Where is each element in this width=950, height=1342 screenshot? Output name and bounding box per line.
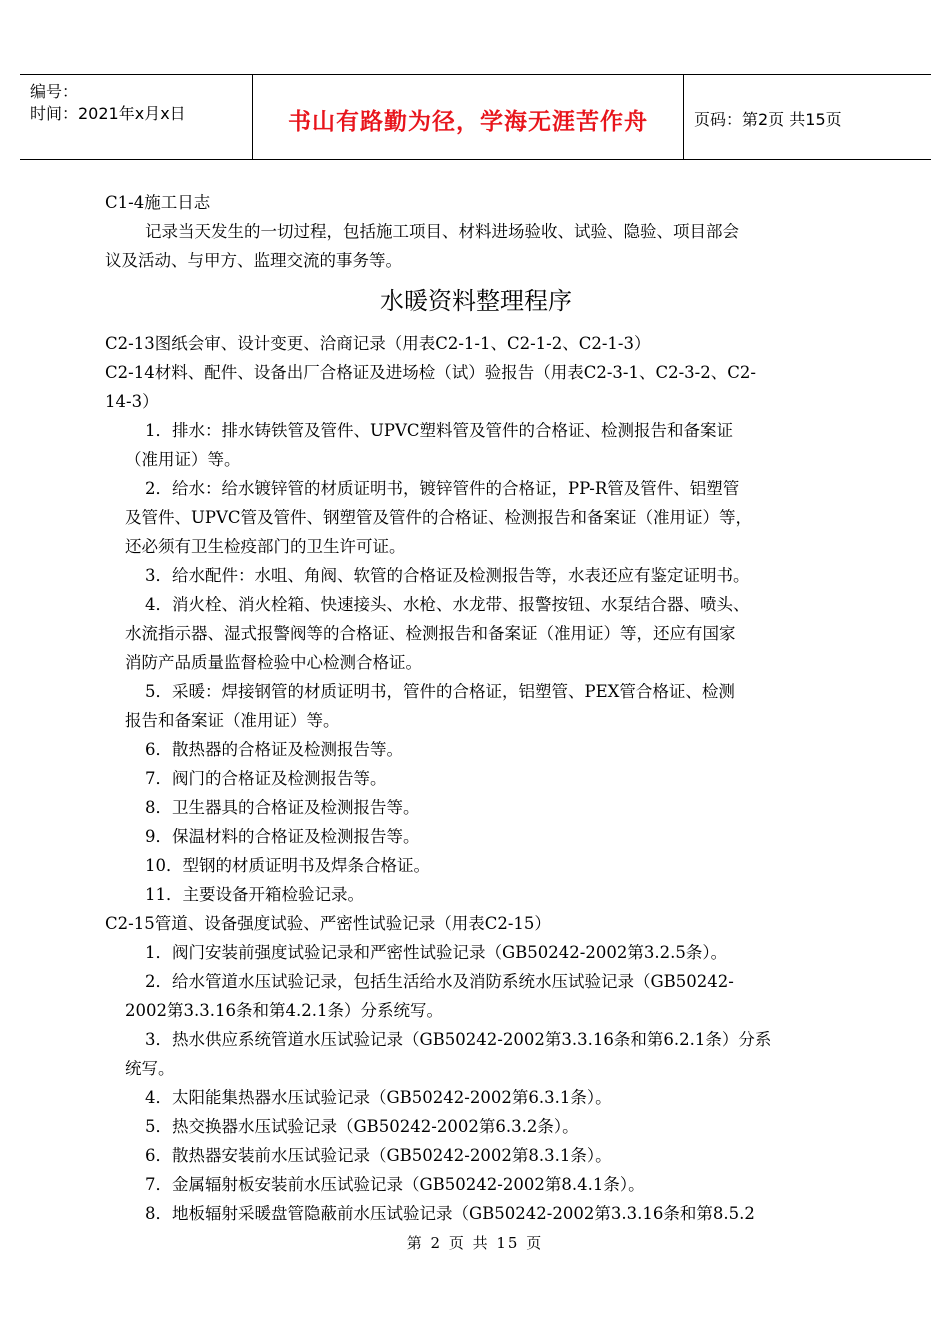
paragraph-line: 记录当天发生的一切过程，包括施工项目、材料进场验收、试验、隐验、项目部会 [145, 222, 739, 241]
paragraph-line: 水流指示器、湿式报警阀等的合格证、检测报告和备案证（准用证）等，还应有国家 [125, 624, 736, 643]
list-item: 11．主要设备开箱检验记录。 [145, 885, 364, 904]
paragraph-line: 议及活动、与甲方、监理交流的事务等。 [105, 251, 402, 270]
list-item: 2．给水：给水镀锌管的材质证明书，镀锌管件的合格证，PP-R管及管件、铝塑管 [145, 479, 740, 498]
paragraph-line: 还必须有卫生检疫部门的卫生许可证。 [125, 537, 406, 556]
document-title: 水暖资料整理程序 [380, 287, 572, 315]
header-divider [683, 75, 684, 159]
list-item: 8．卫生器具的合格证及检测报告等。 [145, 798, 420, 817]
list-item: 3．热水供应系统管道水压试验记录（GB50242-2002第3.3.16条和第6.2.1条）分系 [145, 1030, 772, 1049]
list-item: 6．散热器安装前水压试验记录（GB50242-2002第8.3.1条）。 [145, 1146, 612, 1165]
list-item: 9．保温材料的合格证及检测报告等。 [145, 827, 420, 846]
list-item: 2．给水管道水压试验记录，包括生活给水及消防系统水压试验记录（GB50242- [145, 972, 734, 991]
page-footer: 第 2 页 共 15 页 [406, 1234, 544, 1252]
section-heading: C2-15管道、设备强度试验、严密性试验记录（用表C2-15） [105, 914, 551, 933]
list-item: 3．给水配件：水咀、角阀、软管的合格证及检测报告等，水表还应有鉴定证明书。 [145, 566, 750, 585]
list-item: 4．消火栓、消火栓箱、快速接头、水枪、水龙带、报警按钮、水泵结合器、喷头、 [145, 595, 750, 614]
header-motto: 书山有路勤为径，学海无涯苦作舟 [288, 109, 648, 135]
list-item: 8．地板辐射采暖盘管隐蔽前水压试验记录（GB50242-2002第3.3.16条和第8.5.2 [145, 1204, 755, 1223]
time-label: 时间：2021年x月x日 [30, 104, 186, 123]
list-item: 7．金属辐射板安装前水压试验记录（GB50242-2002第8.4.1条）。 [145, 1175, 645, 1194]
list-item: 4．太阳能集热器水压试验记录（GB50242-2002第6.3.1条）。 [145, 1088, 612, 1107]
section-heading: C2-14材料、配件、设备出厂合格证及进场检（试）验报告（用表C2-3-1、C2-3-2、C2- [105, 363, 756, 382]
list-item: 5．热交换器水压试验记录（GB50242-2002第6.3.2条）。 [145, 1117, 579, 1136]
paragraph-line: 14-3） [105, 392, 159, 411]
section-heading: C2-13图纸会审、设计变更、洽商记录（用表C2-1-1、C2-1-2、C2-1-3） [105, 334, 651, 353]
number-label: 编号： [30, 82, 79, 101]
list-item: 10．型钢的材质证明书及焊条合格证。 [145, 856, 430, 875]
header-meta [30, 81, 186, 125]
paragraph-line: 报告和备案证（准用证）等。 [125, 711, 340, 730]
paragraph-line: 2002第3.3.16条和第4.2.1条）分系统写。 [125, 1001, 443, 1020]
header-page-label: 页码：第2页 共15页 [694, 110, 842, 129]
list-item: 1．排水：排水铸铁管及管件、UPVC塑料管及管件的合格证、检测报告和备案证 [145, 421, 734, 440]
list-item: 6．散热器的合格证及检测报告等。 [145, 740, 403, 759]
section-heading: C1-4施工日志 [105, 193, 211, 212]
paragraph-line: （准用证）等。 [125, 450, 241, 469]
paragraph-line: 及管件、UPVC管及管件、钢塑管及管件的合格证、检测报告和备案证（准用证）等， [125, 508, 753, 527]
page-header [20, 74, 931, 160]
document-body [105, 188, 847, 1228]
paragraph-line: 消防产品质量监督检验中心检测合格证。 [125, 653, 422, 672]
list-item: 1．阀门安装前强度试验记录和严密性试验记录（GB50242-2002第3.2.5条）。 [145, 943, 728, 962]
list-item: 7．阀门的合格证及检测报告等。 [145, 769, 387, 788]
list-item: 5．采暖：焊接钢管的材质证明书，管件的合格证，铝塑管、PEX管合格证、检测 [145, 682, 735, 701]
paragraph-line: 统写。 [125, 1059, 175, 1078]
